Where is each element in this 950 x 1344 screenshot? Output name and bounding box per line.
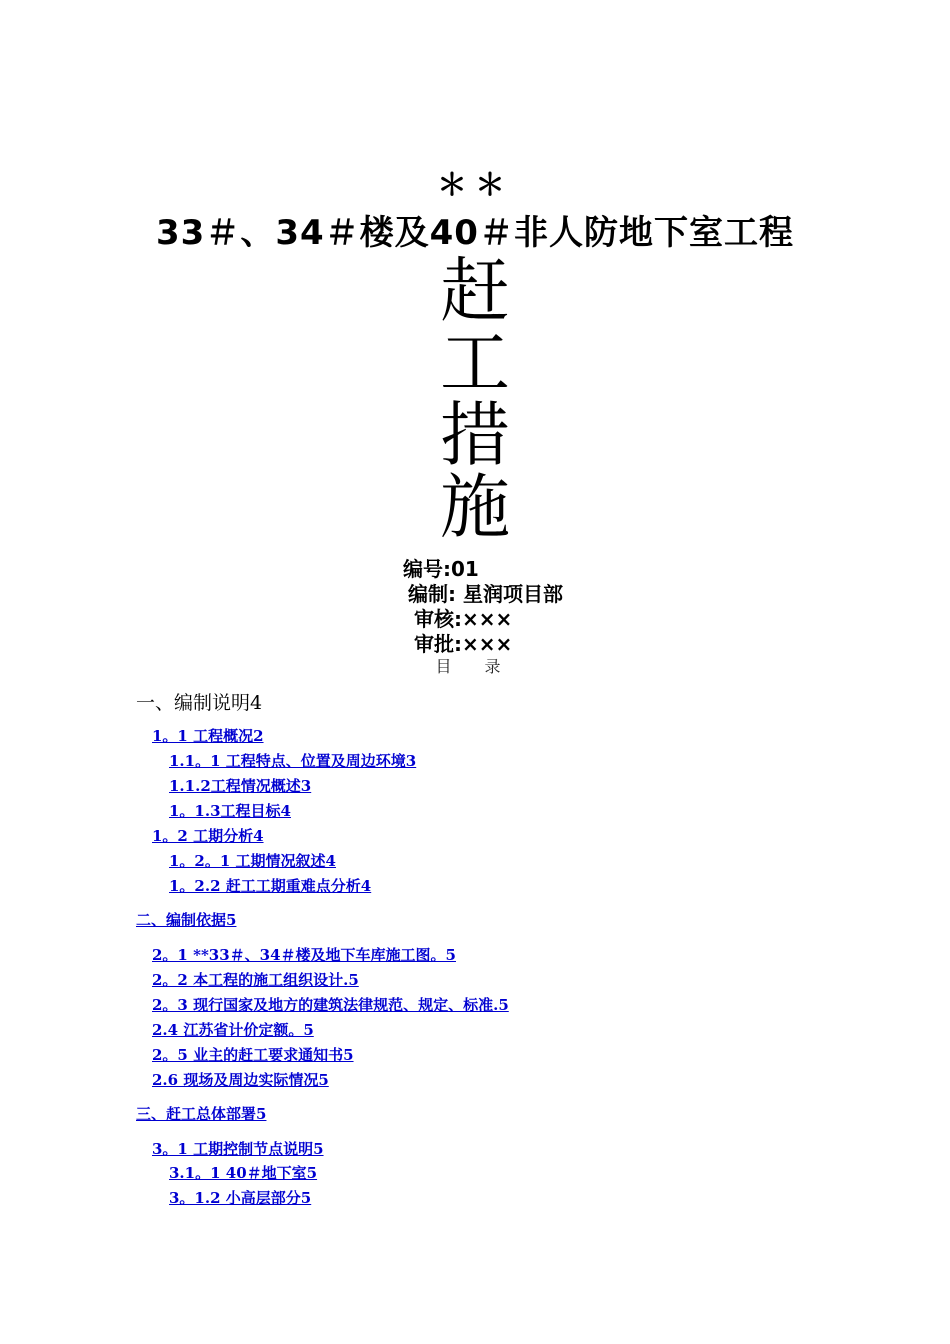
toc-item[interactable]: 2。1 **33＃、34＃楼及地下车库施工图。5 bbox=[152, 946, 456, 964]
toc-item[interactable]: 3。1.2 小高层部分5 bbox=[169, 1189, 312, 1207]
document-approver: 审批:××× bbox=[414, 632, 513, 656]
toc-item[interactable]: 一、编制说明4 bbox=[136, 692, 263, 714]
toc-item[interactable]: 1。1 工程概况2 bbox=[152, 727, 264, 745]
toc-item[interactable]: 3。1 工期控制节点说明5 bbox=[152, 1140, 324, 1158]
toc-item[interactable]: 三、赶工总体部署5 bbox=[136, 1105, 267, 1123]
toc-item[interactable]: 2。3 现行国家及地方的建筑法律规范、规定、标准.5 bbox=[152, 996, 509, 1014]
toc-item[interactable]: 2。5 业主的赶工要求通知书5 bbox=[152, 1046, 354, 1064]
big-char-2: 工 bbox=[440, 322, 510, 404]
document-number: 编号:01 bbox=[403, 557, 479, 581]
toc-item[interactable]: 1。2 工期分析4 bbox=[152, 827, 264, 845]
toc-item[interactable]: 1.1。1 工程特点、位置及周边环境3 bbox=[169, 752, 417, 770]
big-char-3: 措 bbox=[440, 394, 510, 476]
toc-item[interactable]: 2.4 江苏省计价定额。5 bbox=[152, 1021, 314, 1039]
toc-title: 目 录 bbox=[435, 657, 515, 676]
title-stars: ＊＊ bbox=[437, 168, 513, 203]
toc-item[interactable]: 2.6 现场及周边实际情况5 bbox=[152, 1071, 329, 1089]
toc-item[interactable]: 1。2。1 工期情况叙述4 bbox=[169, 852, 336, 870]
document-reviewer: 审核:××× bbox=[414, 607, 513, 631]
big-title bbox=[0, 250, 950, 548]
toc-item[interactable]: 2。2 本工程的施工组织设计.5 bbox=[152, 971, 359, 989]
toc-item[interactable]: 1。1.3工程目标4 bbox=[169, 802, 291, 820]
big-char-4: 施 bbox=[440, 466, 510, 548]
document-editor: 编制: 星润项目部 bbox=[408, 582, 563, 606]
big-char-1: 赶 bbox=[440, 250, 510, 332]
toc-item[interactable]: 3.1。1 40＃地下室5 bbox=[169, 1164, 318, 1182]
toc-item[interactable]: 1.1.2工程情况概述3 bbox=[169, 777, 312, 795]
toc-item[interactable]: 1。2.2 赶工工期重难点分析4 bbox=[169, 877, 372, 895]
page-title: 33＃、34＃楼及40＃非人防地下室工程 bbox=[156, 213, 794, 253]
toc-item[interactable]: 二、编制依据5 bbox=[136, 911, 237, 929]
